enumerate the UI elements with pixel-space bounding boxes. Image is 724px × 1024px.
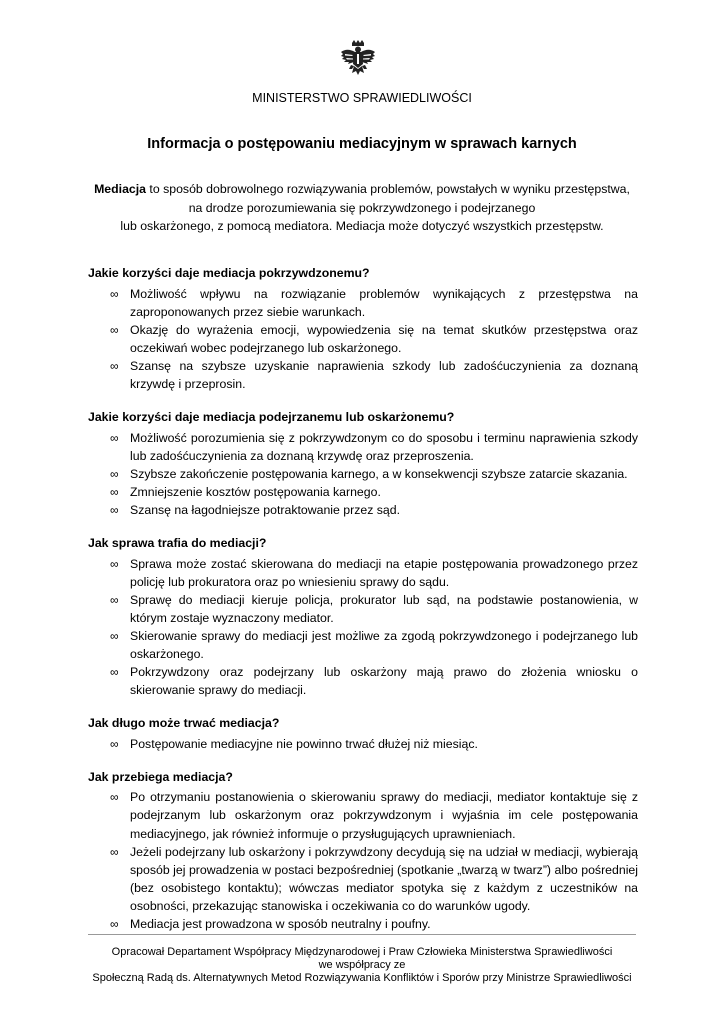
sections-container (88, 264, 638, 948)
section-benefits-suspect (88, 408, 638, 519)
infinity-bullet-icon: ∞ (110, 322, 119, 337)
infinity-bullet-icon: ∞ (110, 628, 119, 643)
section-heading: Jakie korzyści daje mediacja podejrzanemu lub oskarżonemu? (88, 410, 455, 425)
section-referral (88, 534, 638, 699)
document-title: Informacja o postępowaniu mediacyjnym w sprawach karnych (147, 136, 577, 152)
infinity-bullet-icon: ∞ (110, 556, 119, 571)
section-heading: Jak długo może trwać mediacja? (88, 716, 280, 731)
infinity-bullet-icon: ∞ (110, 917, 119, 932)
footer-line-3: Społeczną Radą ds. Alternatywnych Metod Rozwiązywania Konfliktów i Sporów przy Ministrze Sprawiedliwości (92, 972, 632, 984)
infinity-bullet-icon: ∞ (110, 665, 119, 680)
section-heading: Jakie korzyści daje mediacja pokrzywdzonemu? (88, 266, 370, 280)
infinity-bullet-icon: ∞ (110, 736, 119, 751)
list-item: ∞ Po otrzymaniu postanowienia o skierowaniu sprawy do mediacji, mediator kontaktuje się z podejrzanym lub oskarżonym oraz pokrzywdzonym i wyjaśnia im cele postępowania mediacyjnego, jak również informuje o przysługujących uprawnieniach. (110, 790, 638, 841)
footer (60, 946, 664, 985)
list-item: ∞ Postępowanie mediacyjne nie powinno trwać dłużej niż miesiąc. (88, 735, 638, 753)
section-benefits-victim (88, 264, 638, 393)
intro-line-1 (88, 180, 636, 199)
infinity-bullet-icon: ∞ (110, 430, 119, 445)
bullet-list (88, 429, 638, 519)
infinity-bullet-icon: ∞ (110, 466, 119, 481)
footer-line-1: Opracował Departament Współpracy Międzynarodowej i Praw Człowieka Ministerstwa Sprawiedliwości (111, 946, 613, 958)
list-item: ∞ Pokrzywdzony oraz podejrzany lub oskarżony mają prawo do złożenia wniosku o skierowanie sprawy do mediacji. (110, 665, 638, 698)
intro-paragraph (88, 180, 636, 236)
footer-divider (88, 934, 636, 935)
bullet-list (88, 285, 638, 394)
list-item: ∞ Jeżeli podejrzany lub oskarżony i pokrzywdzony decydują się na udział w mediacji, wybierają sposób jej prowadzenia w postaci bezpośredniej (spotkanie „twarzą w twarz”) albo pośredniej (bez osobistego kontaktu); wówczas mediator spotyka się z każdym z uczestników na osobności, przekazując stanowiska i oczekiwania co do warunków ugody. (110, 844, 638, 913)
section-duration (88, 714, 638, 753)
list-item: ∞ Szansę na szybsze uzyskanie naprawienia szkody lub zadośćuczynienia za doznaną krzywdę i przeprosin. (110, 358, 638, 391)
list-item: ∞ Możliwość porozumienia się z pokrzywdzonym co do sposobu i terminu naprawienia szkody lub zadośćuczynienia za doznaną krzywdę oraz przeproszenia. (110, 430, 638, 463)
infinity-bullet-icon: ∞ (110, 286, 119, 301)
intro-line-2: na drodze porozumiewania się pokrzywdzonego i podejrzanego (188, 200, 536, 215)
infinity-bullet-icon: ∞ (110, 790, 119, 805)
list-item: ∞ Zmniejszenie kosztów postępowania karnego. (88, 483, 638, 501)
intro-term: Mediacja (94, 182, 147, 196)
section-process (88, 768, 638, 933)
infinity-bullet-icon: ∞ (110, 592, 119, 607)
footer-line-2: we współpracy ze (318, 959, 406, 971)
bullet-list (88, 788, 638, 933)
ministry-name: MINISTERSTWO SPRAWIEDLIWOŚCI (252, 91, 472, 105)
list-item: ∞ Mediacja jest prowadzona w sposób neutralny i poufny. (88, 915, 638, 933)
list-item: ∞ Sprawa może zostać skierowana do mediacji na etapie postępowania prowadzonego przez policję lub prokuratora oraz po wniesieniu sprawy do sądu. (110, 556, 638, 589)
list-item: ∞ Skierowanie sprawy do mediacji jest możliwe za zgodą pokrzywdzonego i podejrzanego lub oskarżonego. (110, 628, 638, 661)
polish-eagle-emblem (340, 40, 376, 78)
list-item: ∞ Szansę na łagodniejsze potraktowanie przez sąd. (88, 501, 638, 519)
list-item: ∞ Możliwość wpływu na rozwiązanie problemów wynikających z przestępstwa na zaproponowanych przez siebie warunkach. (110, 286, 638, 319)
infinity-bullet-icon: ∞ (110, 844, 119, 859)
section-heading: Jak przebiega mediacja? (88, 769, 233, 784)
intro-line-1-rest: to sposób dobrowolnego rozwiązywania problemów, powstałych w wyniku przestępstwa, (146, 182, 630, 196)
infinity-bullet-icon: ∞ (110, 358, 119, 373)
bullet-list (88, 555, 638, 700)
list-item: ∞ Szybsze zakończenie postępowania karnego, a w konsekwencji szybsze zatarcie skazania. (88, 465, 638, 483)
bullet-list (88, 735, 638, 753)
infinity-bullet-icon: ∞ (110, 502, 119, 517)
infinity-bullet-icon: ∞ (110, 484, 119, 499)
intro-line-3: lub oskarżonego, z pomocą mediatora. Mediacja może dotyczyć wszystkich przestępstw. (120, 219, 604, 233)
list-item: ∞ Okazję do wyrażenia emocji, wypowiedzenia się na temat skutków przestępstwa oraz oczekiwań wobec podejrzanego lub oskarżonego. (110, 322, 638, 355)
list-item: ∞ Sprawę do mediacji kieruje policja, prokurator lub sąd, na podstawie postanowienia, w którym zostaje wyznaczony mediator. (110, 592, 638, 625)
section-heading: Jak sprawa trafia do mediacji? (88, 536, 267, 551)
